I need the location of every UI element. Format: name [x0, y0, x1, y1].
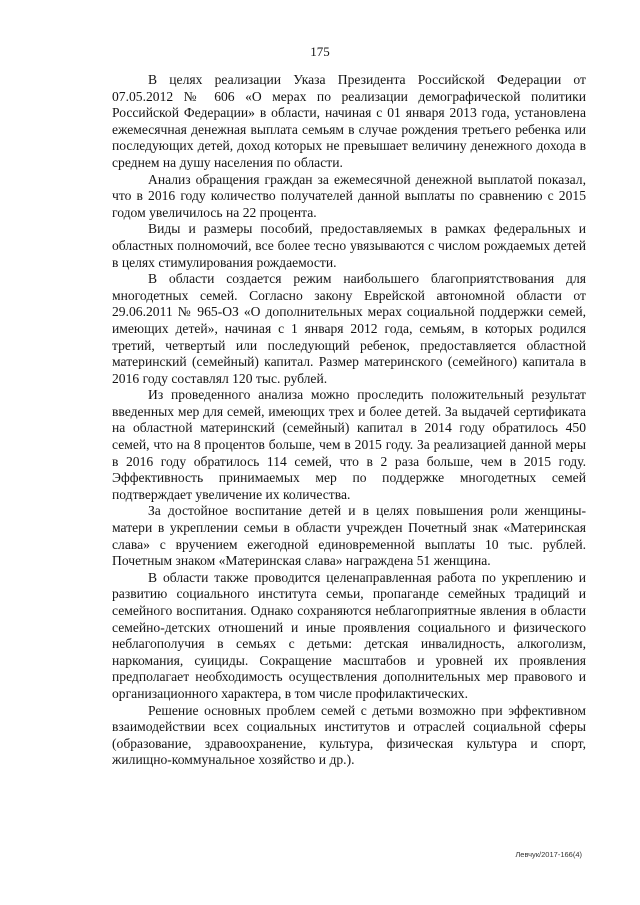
paragraph-maternal-glory: За достойное воспитание детей и в целях повышения роли женщины-матери в укреплении семьи в области учрежден Почетный знак «Материнская слава» с вручением ежегодной единовременной выплаты 10 тыс. рублей. Почетным знаком «Материнская слава» награждена 51 женщина.: [112, 503, 586, 569]
paragraph-decree-606: В целях реализации Указа Президента Российской Федерации от 07.05.2012 № 606 «О мерах по реализации демографической политики Российской Федерации» в области, начиная с 01 января 2013 года, установлена ежемесячная денежная выплата семьям в случае рождения третьего ребенка или последующих детей, доход которых не превышает величину денежного дохода в среднем на душу населения по области.: [112, 72, 586, 170]
paragraph-family-institute: В области также проводится целенаправленная работа по укреплению и развитию социального института семьи, пропаганде семейных традиций и семейного воспитания. Однако сохраняются неблагоприятные явления в области семейно-детских отношений и иные проявления социального и физического неблагополучия в семьях с детьми: детская инвалидность, алкоголизм, наркомания, суициды. Сокращение масштабов и уровней их проявления предполагает необходимость осуществления дополнительных мер правового и организационного характера, в том числе профилактических.: [112, 569, 586, 701]
paragraph-analysis-results: Из проведенного анализа можно проследить положительный результат введенных мер для семей, имеющих трех и более детей. За выдачей сертификата на областной материнский (семейный) капитал в 2014 году обратилось 450 семей, что на 8 процентов больше, чем в 2015 году. За реализацией данной меры в 2016 году обратилось 114 семей, что в 2 раза больше, чем в 2015 году. Эффективность принимаемых мер по поддержке многодетных семей подтверждает увеличение их количества.: [112, 387, 586, 502]
paragraph-payment-analysis: Анализ обращения граждан за ежемесячной денежной выплатой показал, что в 2016 году количество получателей данной выплаты по сравнению с 2015 годом увеличилось на 22 процента.: [112, 171, 586, 220]
footer-document-code: Левчук/2017-166(4): [515, 850, 582, 859]
paragraph-solutions: Решение основных проблем семей с детьми возможно при эффективном взаимодействии всех социальных институтов и отраслей социальной сферы (образование, здравоохранение, культура, физическая культура и спорт, жилищно-коммунальное хозяйство и др.).: [112, 702, 586, 768]
document-body: [112, 72, 586, 769]
page-number: 175: [310, 44, 330, 59]
paragraph-benefit-types: Виды и размеры пособий, предоставляемых в рамках федеральных и областных полномочий, все более тесно увязываются с числом рождаемых детей в целях стимулирования рождаемости.: [112, 221, 586, 270]
paragraph-maternity-capital: В области создается режим наибольшего благоприятствования для многодетных семей. Согласно закону Еврейской автономной области от 29.06.2011 № 965-ОЗ «О дополнительных мерах социальной поддержки семей, имеющих детей», начиная с 1 января 2012 года, семьям, в которых родился третий, четвертый или последующий ребенок, предоставляется областной материнский (семейный) капитал. Размер материнского (семейного) капитала в 2016 году составлял 120 тыс. рублей.: [112, 271, 586, 386]
